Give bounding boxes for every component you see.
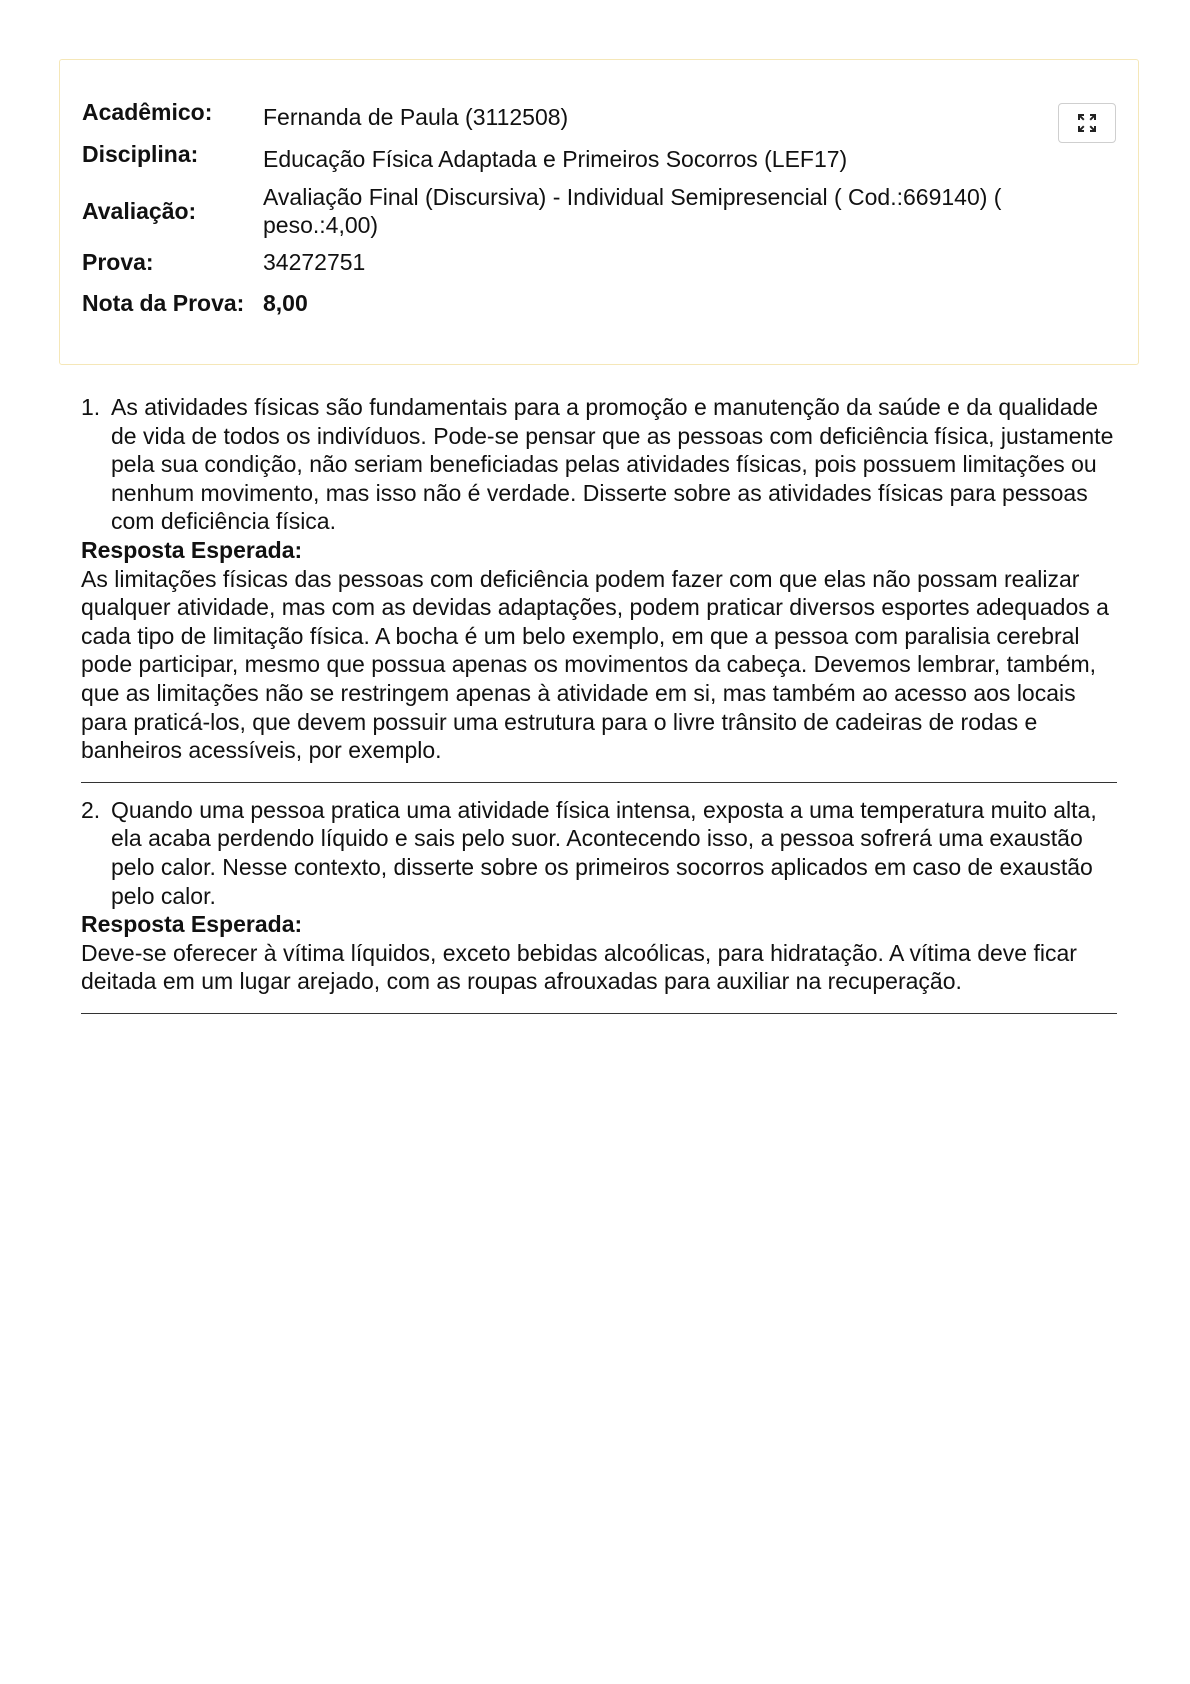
info-label: Nota da Prova: [82, 290, 245, 316]
info-value-discipline: Educação Física Adaptada e Primeiros Socorros (LEF17) [263, 146, 848, 172]
expand-button[interactable] [1058, 103, 1116, 143]
question-text: Quando uma pessoa pratica uma atividade física intensa, exposta a uma temperatura muito alta, ela acaba perdendo líquido e sais pelo suor. Acontecendo isso, a pessoa sofrerá uma exaustão pelo calor. Nesse contexto, disserte sobre os primeiros socorros aplicados em caso de exaustão pelo calor. [111, 796, 1097, 909]
answer-text: Deve-se oferecer à vítima líquidos, exceto bebidas alcoólicas, para hidratação. A vítima deve ficar deitada em um lugar arejado, com as roupas afrouxadas para auxiliar na recuperação. [81, 939, 1077, 995]
question-divider [81, 782, 1117, 783]
info-row-academico [82, 96, 1002, 138]
answer-text: As limitações físicas das pessoas com deficiência podem fazer com que elas não possam realizar qualquer atividade, mas com as devidas adaptações, podem praticar diversos esportes adequados a cada tipo de limitação física. A bocha é um belo exemplo, em que a pessoa com paralisia cerebral pode participar, mesmo que possua apenas os movimentos da cabeça. Devemos lembrar, também, que as limitações não se restringem apenas à atividade em si, mas também ao acesso aos locais para praticá-los, que devem possuir uma estrutura para o livre trânsito de cadeiras de rodas e banheiros acessíveis, por exemplo. [81, 565, 1109, 764]
info-label: Acadêmico: [82, 99, 213, 125]
expand-icon [1077, 113, 1097, 133]
question-divider [81, 1013, 1117, 1014]
exam-info-card [59, 59, 1139, 365]
info-label: Prova: [82, 249, 154, 275]
info-value-evaluation: Avaliação Final (Discursiva) - Individual Semipresencial ( Cod.:669140) ( peso.:4,00) [263, 184, 1002, 238]
info-label: Disciplina: [82, 141, 199, 167]
info-row-prova [82, 242, 1002, 282]
question-item [81, 796, 1117, 996]
answer-heading: Resposta Esperada: [81, 911, 303, 938]
question-number: 2. [81, 796, 101, 823]
answer-heading: Resposta Esperada: [81, 536, 303, 563]
info-value-grade: 8,00 [263, 290, 308, 316]
question-text: As atividades físicas são fundamentais para a promoção e manutenção da saúde e da qualidade de vida de todos os indivíduos. Pode-se pensar que as pessoas com deficiência física, justamente pela sua condição, não seriam beneficiadas pelas atividades físicas, pois possuem limitações ou nenhum movimento, mas isso não é verdade. Disserte sobre as atividades físicas para pessoas com deficiência física. [111, 394, 1114, 535]
question-number: 1. [81, 394, 101, 420]
info-row-avaliacao [82, 180, 1002, 242]
question-text-row [81, 796, 1117, 910]
exam-info-table [82, 96, 1002, 324]
question-text-row [81, 393, 1117, 536]
info-row-disciplina [82, 138, 1002, 180]
info-label: Avaliação: [82, 198, 197, 224]
info-value-exam-id: 34272751 [263, 249, 366, 275]
info-value-student: Fernanda de Paula (3112508) [263, 104, 569, 130]
question-item [81, 393, 1117, 765]
questions-list [81, 393, 1117, 1027]
info-row-nota [82, 282, 1002, 324]
